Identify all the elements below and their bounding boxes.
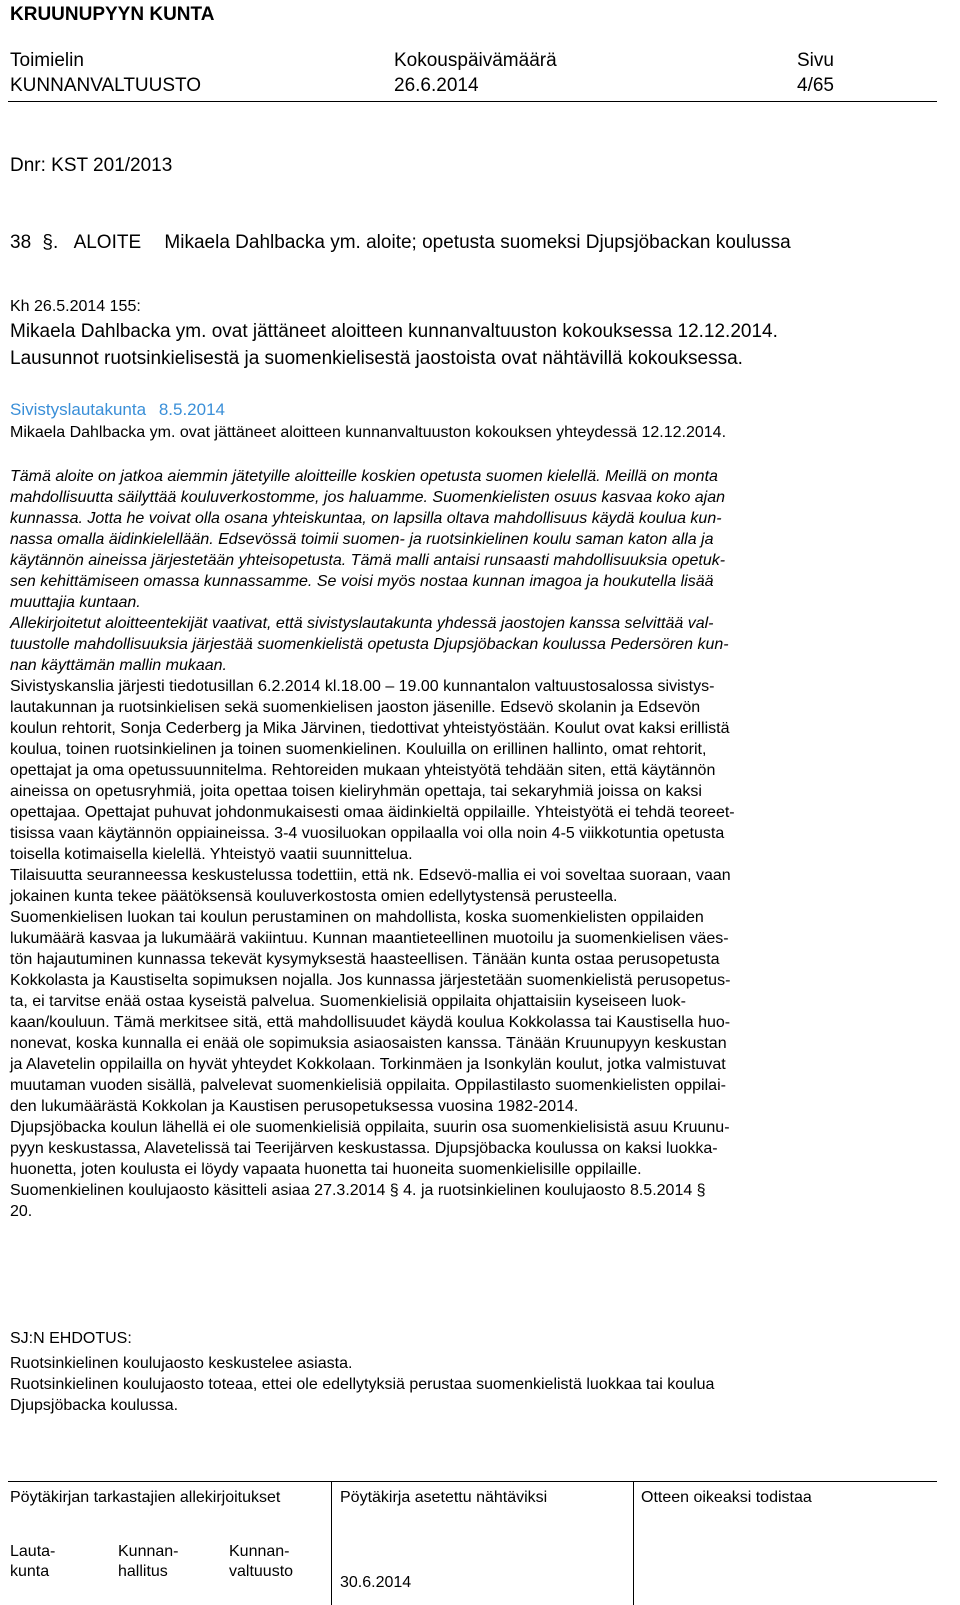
sj-text [10, 1353, 714, 1416]
body-line: 20. [10, 1203, 33, 1220]
body-line: lukumäärä kasvaa ja lukumäärä vakiintuu. Kunnan maantieteellinen muotoilu ja suomenkielisen väes- [10, 930, 729, 947]
body-line: opettajaa. Opettajat puhuvat johdonmukaisesti omaa äidinkieltä oppilaille. Yhteistyötä ei tehdä teoreet- [10, 804, 735, 821]
proposal-line: tuustolle mahdollisuuksia järjestää suomenkielistä opetusta Djupsjöbackan koulussa Pedersören kun- [10, 636, 729, 653]
proposal-line: kunnassa. Jotta he voivat olla osana yhteiskuntaa, on lapsilla oltava mahdollisuus käydä koulua kun- [10, 510, 722, 527]
section-symbol: §. [42, 232, 59, 253]
body-line: koulun rehtorit, Sonja Cederberg ja Mika Järvinen, tiedottivat yhteistyöstään. Koulut ovat kaksi erillistä [10, 720, 730, 737]
proposal-line: nassa omalla äidinkielellään. Edsevössä toimii suomen- ja ruotsinkielinen koulu saman katon alla ja [10, 531, 714, 548]
body-line: toisella kotimaisella kielellä. Yhteistyö vaatii suunnittelua. [10, 846, 413, 863]
header-date-label: Kokouspäivämäärä [394, 50, 557, 71]
signature-government-line-2: hallitus [118, 1563, 168, 1580]
header-body-value: KUNNANVALTUUSTO [10, 75, 202, 96]
signature-government [118, 1542, 179, 1582]
header-date-value: 26.6.2014 [394, 75, 479, 96]
proposal-line: mahdollisuutta säilyttää kouluverkostomme, jos haluamme. Suomenkielisten osuus kasvaa koko ajan [10, 489, 726, 506]
body-line: aineissa on opetusryhmiä, joita opettaa toisen kieliryhmän opettaja, tai sekaryhmiä joissa on kaksi [10, 783, 702, 800]
body-line: muutaman vuoden sisällä, palvelevat suomenkielisiä oppilaita. Oppilastilasto suomenkielisten oppilai- [10, 1077, 726, 1094]
signature-board-line-1: Lauta- [10, 1543, 56, 1560]
body-line: huonetta, joten koulusta ei löydy vapaata huonetta tai huoneita suomenkielisille oppilaille. [10, 1161, 642, 1178]
body-line: tön hajautuminen kunnassa tekevät kysymyksestä haasteellisen. Tänään kunta ostaa perusopetusta [10, 951, 720, 968]
body-line: den lukumäärästä Kokkolan ja Kaustisen perusopetuksessa vuosina 1982-2014. [10, 1098, 579, 1115]
footer-rule [8, 1481, 937, 1482]
body-line: ta, ei tarvitse enää ostaa kyseistä palvelua. Suomenkielisiä oppilaita ohjattaisiin kyseiseen luok- [10, 993, 686, 1010]
proposal-line: sen kehittämiseen omassa kunnassamme. Se voisi myös nostaa kunnan imagoa ja houkutella lisää [10, 573, 714, 590]
proposal-line: käytännön aineissa järjestetään yhteisopetusta. Tämä malli antaisi runsaasti mahdollisuuksia opetuk- [10, 552, 726, 569]
section-heading: Mikaela Dahlbacka ym. aloite; opetusta suomeksi Djupsjöbackan koulussa [164, 232, 791, 253]
body-line: nonevat, koska kunnalla ei enää ole sopimuksia asiaosaisten kanssa. Tänään Kruunupyyn keskustan [10, 1035, 727, 1052]
body-line: Suomenkielinen koulujaosto käsitteli asiaa 27.3.2014 § 4. ja ruotsinkielinen koulujaosto 8.5.2014 § [10, 1182, 706, 1199]
proposal-line: Tämä aloite on jatkoa aiemmin jätetyille aloitteille koskien opetusta suomen kielellä. Meillä on monta [10, 468, 718, 485]
body-line: Tilaisuutta seuranneessa keskustelussa todettiin, että nk. Edsevö-mallia ei voi soveltaa suoraan, vaan [10, 867, 731, 884]
proposal-text [10, 466, 729, 676]
body-line: Suomenkielisen luokan tai koulun perustaminen on mahdollista, koska suomenkielisten oppilaiden [10, 909, 704, 926]
header-page-label: Sivu [797, 50, 834, 71]
body-line: Kokkolasta ja Kaustiselta sopimuksen nojalla. Jos kunnassa järjestetään suomenkielistä perusopetus- [10, 972, 731, 989]
body-text [10, 676, 735, 1222]
header-rule [8, 101, 937, 102]
committee-intro: Mikaela Dahlbacka ym. ovat jättäneet aloitteen kunnanvaltuuston kokouksen yhteydessä 12.12.2014. [10, 424, 727, 441]
body-line: opettajat ja oma opetussuunnitelma. Rehtoreiden mukaan yhteistyötä tehdään siten, että käytännön [10, 762, 716, 779]
section-type: ALOITE [73, 232, 142, 253]
footer-certified-title: Otteen oikeaksi todistaa [641, 1489, 812, 1506]
kh-line-1: Mikaela Dahlbacka ym. ovat jättäneet aloitteen kunnanvaltuuston kokouksessa 12.12.2014. [10, 321, 778, 342]
body-line: kaan/kouluun. Tämä merkitsee sitä, että mahdollisuudet käydä koulua Kokkolassa tai Kaustisella huo- [10, 1014, 731, 1031]
body-line: ja Alavetelin oppilailla on hyvät yhteydet Kokkolaan. Torkinmäen ja Isonkylän koulut, jotka valmistuvat [10, 1056, 726, 1073]
body-line: tisissa vaan käytännön oppiaineissa. 3-4 vuosiluokan oppilaalla voi olla noin 4-5 viikkotuntia opetusta [10, 825, 725, 842]
signature-board-line-2: kunta [10, 1563, 50, 1580]
footer-posted-title: Pöytäkirja asetettu nähtäviksi [340, 1489, 548, 1506]
header-body-label: Toimielin [10, 50, 84, 71]
committee-date: 8.5.2014 [158, 400, 225, 419]
body-line: Sivistyskanslia järjesti tiedotusillan 6.2.2014 kl.18.00 – 19.00 kunnantalon valtuustosalossa sivistys- [10, 678, 715, 695]
sj-line: Djupsjöbacka koulussa. [10, 1397, 179, 1414]
signature-government-line-1: Kunnan- [118, 1543, 179, 1560]
footer-divider [633, 1481, 634, 1605]
sj-line: Ruotsinkielinen koulujaosto keskustelee asiasta. [10, 1355, 353, 1372]
committee-heading [10, 400, 225, 420]
sj-heading: SJ:N EHDOTUS: [10, 1330, 132, 1347]
organization-name: KRUUNUPYYN KUNTA [10, 4, 215, 25]
dnr: Dnr: KST 201/2013 [10, 155, 173, 176]
signature-council [229, 1542, 293, 1582]
signature-council-line-1: Kunnan- [229, 1543, 290, 1560]
body-line: koulua, toinen ruotsinkielinen ja toinen suomenkielinen. Kouluilla on erillinen hallinto, omat rehtorit, [10, 741, 707, 758]
section-title [10, 232, 791, 254]
body-line: Djupsjöbacka koulun lähellä ei ole suomenkielisiä oppilaita, suurin osa suomenkielisistä asuu Kruunu- [10, 1119, 730, 1136]
proposal-line: muuttajia kuntaan. [10, 594, 141, 611]
signature-board [10, 1542, 55, 1582]
body-line: jokainen kunta tekee päätöksensä kouluverkostosta omien edellytystensä perusteella. [10, 888, 618, 905]
body-line: pyyn keskustassa, Alavetelissä tai Teerijärven keskustassa. Djupsjöbacka koulussa on kaksi luokka- [10, 1140, 718, 1157]
sj-line: Ruotsinkielinen koulujaosto toteaa, ettei ole edellytyksiä perustaa suomenkielistä luokkaa tai koulua [10, 1376, 715, 1393]
proposal-line: nan käyttämän mallin mukaan. [10, 657, 227, 674]
body-line: lautakunnan ja ruotsinkielisen sekä suomenkielisen jaoston jäsenille. Edsevö skolanin ja Edsevön [10, 699, 701, 716]
kh-line-2: Lausunnot ruotsinkielisestä ja suomenkielisestä jaostoista ovat nähtävillä kokouksessa. [10, 348, 743, 369]
proposal-line: Allekirjoitetut aloitteentekijät vaativat, että sivistyslautakunta yhdessä jaostojen kanssa selvittää val- [10, 615, 714, 632]
posted-date: 30.6.2014 [340, 1574, 412, 1591]
committee-name: Sivistyslautakunta [10, 400, 147, 419]
signature-council-line-2: valtuusto [229, 1563, 294, 1580]
kh-reference: Kh 26.5.2014 155: [10, 298, 141, 315]
footer-divider [331, 1481, 332, 1605]
footer-signatures-title: Pöytäkirjan tarkastajien allekirjoitukset [10, 1489, 281, 1506]
section-number: 38 [10, 232, 32, 253]
header-page-value: 4/65 [797, 75, 834, 96]
